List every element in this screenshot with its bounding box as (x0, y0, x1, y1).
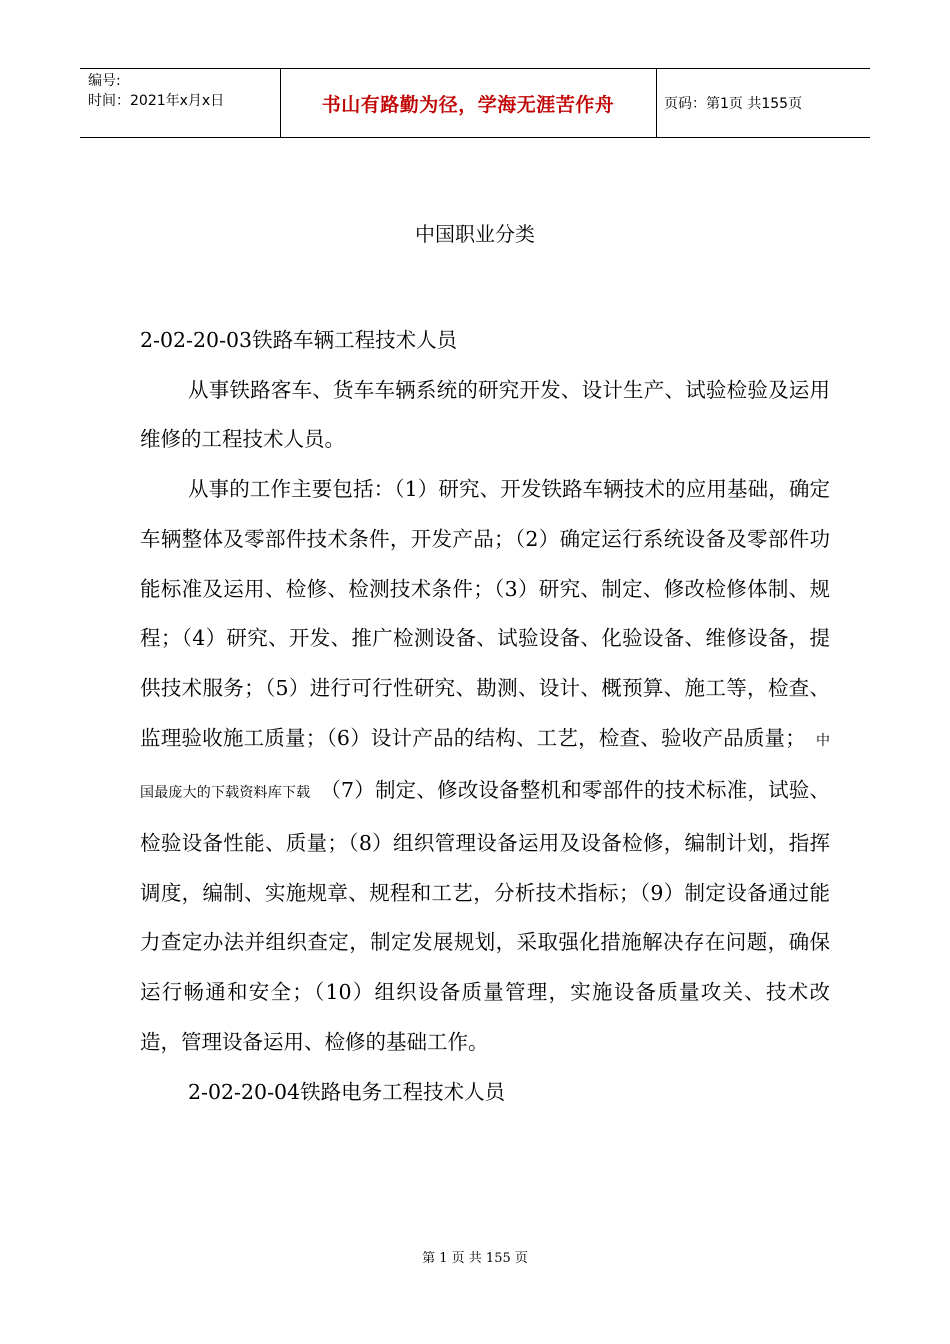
document-body (140, 316, 830, 1117)
header-time-label: 时间：2021年x月x日 (88, 93, 225, 109)
header-meta (88, 71, 280, 111)
header-number-label: 编号: (88, 73, 121, 89)
section-heading: 2-02-20-03铁路车辆工程技术人员 (140, 328, 458, 352)
inline-ad-text: 中国最庞大的下载资料库下载 (140, 732, 830, 802)
header-motto: 书山有路勤为径，学海无涯苦作舟 (321, 93, 615, 116)
header-divider-right (656, 69, 657, 137)
section-description: 从事铁路客车、货车车辆系统的研究开发、设计生产、试验检验及运用维修的工程技术人员。 (140, 377, 830, 452)
page-header (80, 68, 870, 138)
duties-text-part2: （7）制定、修改设备整机和零部件的技术标准，试验、检验设备性能、质量；（8）组织管理设备运用及设备检修，编制计划，指挥调度，编制、实施规章、规程和工艺，分析技术指标；（9）制定设备通过能力查定办法并组织查定，制定发展规划，采取强化措施解决存在问题，确保运行畅通和安全；（10）组织设备质量管理，实施设备质量攻关、技术改造，管理设备运用、检修的基础工作。 (140, 778, 831, 1054)
section-heading-next: 2-02-20-04铁路电务工程技术人员 (188, 1079, 506, 1104)
duties-text-part1: 从事的工作主要包括：（1）研究、开发铁路车辆技术的应用基础，确定车辆整体及零部件技术条件，开发产品；（2）确定运行系统设备及零部件功能标准及运用、检修、检测技术条件；（3）研究、制定、修改检修体制、规程；（4）研究、开发、推广检测设备、试验设备、化验设备、维修设备，提供技术服务；（5）进行可行性研究、勘测、设计、概预算、施工等，检查、监理验收施工质量；（6）设计产品的结构、工艺，检查、验收产品质量； (140, 477, 830, 750)
document-title: 中国职业分类 (415, 222, 535, 246)
header-page-info: 页码：第1页 共155页 (664, 96, 803, 112)
section-duties (140, 465, 830, 1067)
page-footer: 第 1 页 共 155 页 (422, 1251, 528, 1266)
